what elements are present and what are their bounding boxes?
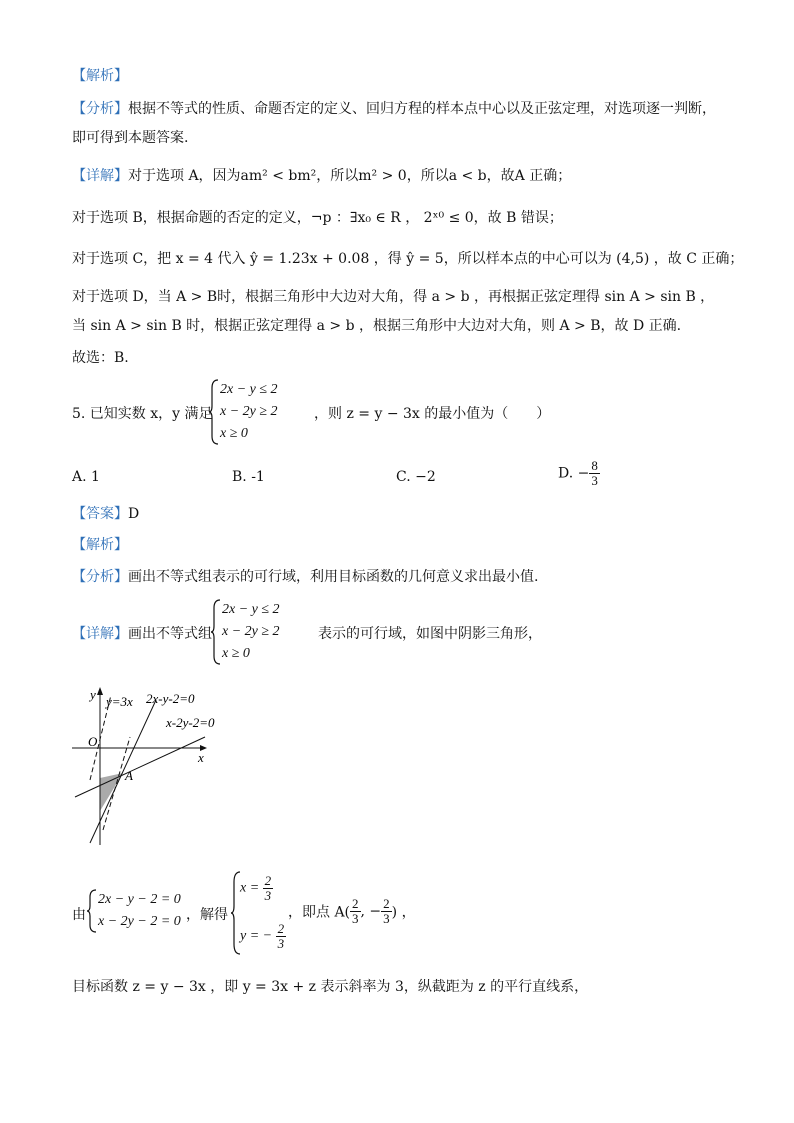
detail-system-brace — [210, 598, 222, 670]
label-line-y-3x: y=3x — [106, 694, 133, 709]
detail-paragraph-2-post: 表示的可行域，如图中阴影三角形， — [318, 626, 542, 642]
detail-option-a: 【详解】对于选项 A，因为am² < bm²，所以m² > 0，所以a < b，故A 正确； — [72, 168, 572, 184]
solve-system-brace — [86, 888, 98, 938]
detail-tag: 【详解】 — [72, 168, 128, 184]
feasible-region-graph — [70, 685, 240, 854]
label-line-2x-y-2: 2x-y-2=0 — [146, 691, 195, 706]
y-axis-arrow — [97, 687, 103, 695]
solve-jiede: ，解得 — [186, 907, 228, 923]
label-y: y — [90, 687, 96, 702]
detail-option-b: 对于选项 B，根据命题的否定的定义，¬p ：∃x₀ ∈ R ， 2ˣ⁰ ≤ 0，故 B 错误； — [72, 210, 563, 226]
section-heading-analysis-1: 【解析】 — [72, 68, 128, 84]
choice-conclusion: 故选：B. — [72, 350, 129, 366]
question-5-system: 2x − y ≤ 2 x − 2y ≥ 2 x ≥ 0 — [220, 382, 278, 441]
answer-choice-b: B. -1 — [232, 469, 265, 485]
detail-option-d-2: 当 sin A > sin B 时，根据正弦定理得 a > b ，根据三角形中大边对大角，则 A > B，故 D 正确. — [72, 318, 682, 334]
solution-y: y = − $\frac{2}{3}$ — [240, 921, 285, 951]
label-line-x-2y-2: x-2y-2=0 — [166, 715, 215, 730]
analysis-paragraph-1: 【分析】根据不等式的性质、命题否定的定义、回归方程的样本点中心以及正弦定理，对选项逐一判断， — [72, 101, 716, 117]
answer-choice-a: A. 1 — [72, 469, 100, 485]
answer-choice-d: D. − $\frac{8}{3}$ — [558, 458, 598, 488]
question-5-system-brace — [208, 378, 220, 450]
detail-system: 2x − y ≤ 2 x − 2y ≥ 2 x ≥ 0 — [222, 602, 280, 661]
point-a-coordinates: ，即点 A( $\frac{2}{3}$ , − $\frac{2}{3}$ ) ， — [288, 896, 416, 926]
answer-choice-c: C. −2 — [396, 469, 436, 485]
solve-system: 2x − y − 2 = 0 x − 2y − 2 = 0 — [98, 892, 181, 929]
label-a: A — [125, 768, 133, 783]
solution-x: x = $\frac{2}{3}$ — [240, 873, 272, 903]
label-x: x — [198, 750, 204, 765]
section-heading-analysis-2: 【解析】 — [72, 537, 128, 553]
question-5-suffix: ，则 z = y − 3x 的最小值为（ ） — [314, 406, 551, 422]
answer-line: 【答案】D — [72, 506, 140, 522]
analysis-paragraph-2: 【分析】画出不等式组表示的可行域，利用目标函数的几何意义求出最小值. — [72, 569, 539, 585]
analysis-tag: 【分析】 — [72, 101, 128, 117]
question-5-prefix: 5. 已知实数 x，y 满足 — [72, 406, 213, 422]
detail-option-d-1: 对于选项 D，当 A > B时，根据三角形中大边对大角，得 a > b ，再根据正弦定理得 sin A > sin B ， — [72, 289, 715, 305]
analysis-paragraph-1-cont: 即可得到本题答案. — [72, 130, 189, 146]
detail-option-c: 对于选项 C，把 x = 4 代入 ŷ = 1.23x + 0.08 ，得 ŷ = 5，所以样本点的中心可以为 (4,5) ，故 C 正确； — [72, 251, 744, 267]
solve-you: 由 — [72, 907, 86, 923]
objective-function-line: 目标函数 z = y − 3x ，即 y = 3x + z 表示斜率为 3，纵截距为 z 的平行直线系， — [72, 979, 589, 995]
detail-paragraph-2-pre: 【详解】画出不等式组 — [72, 626, 212, 642]
label-origin: O — [88, 734, 98, 749]
